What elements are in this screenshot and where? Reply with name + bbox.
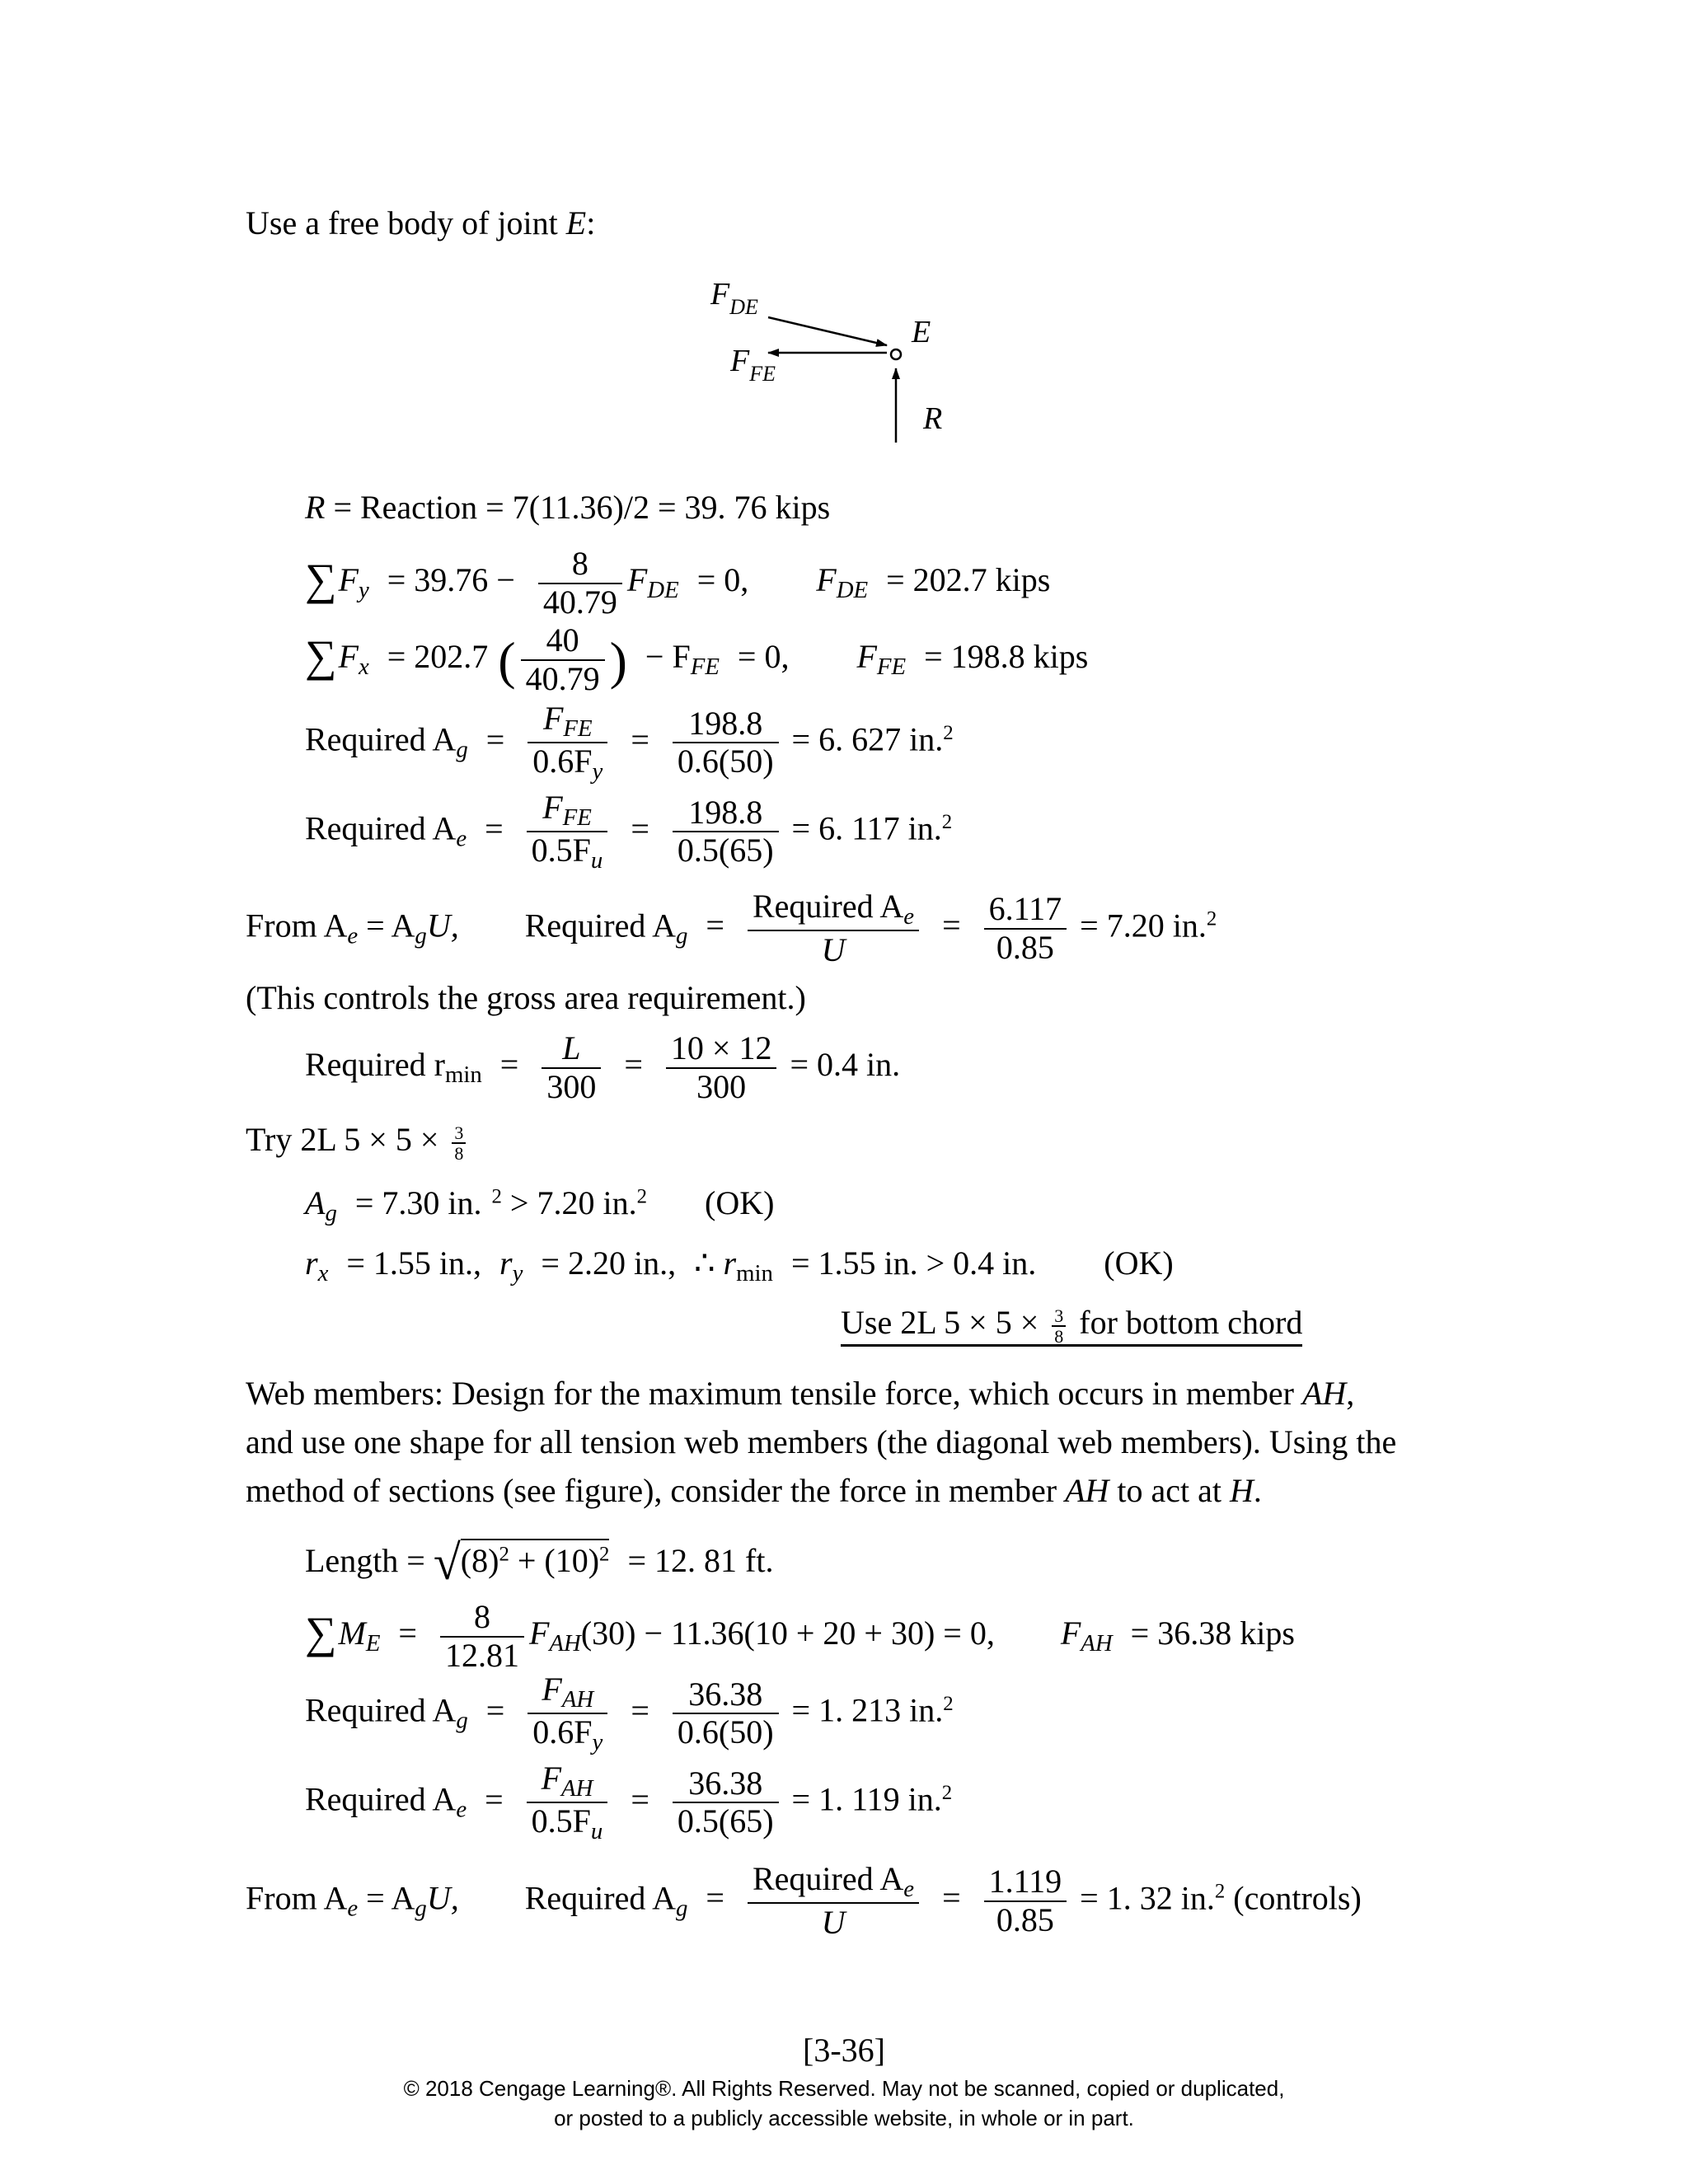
intro-joint: E bbox=[565, 204, 587, 241]
bottom-chord-conclusion: Use 2L 5 × 5 × $\frac{3}{8}$ for bottom chord bbox=[841, 1304, 1303, 1347]
web-members-paragraph-line1: Web members: Design for the maximum tensile force, which occurs in member AH, bbox=[246, 1375, 1355, 1412]
length-equation: Length = $√(8)^2 + (10)^2 = 12$. 81 ft. bbox=[305, 1535, 774, 1590]
intro-colon: : bbox=[586, 204, 596, 241]
web-required-ag-equation: Required $A_g$ = $\frac{F_{AH}}{0.6F_y}$ = $\frac{36.38}{0.6(50)}$ = 1. 213 in.$^2$ bbox=[305, 1671, 954, 1756]
intro-text: Use a free body of joint bbox=[246, 204, 566, 241]
from-ae-equation: From $A_e = A_gU$, Required $A_g$ = $\frac{Required A_e}{U}$ = $\frac{6.117}{0.85}$ = 7.20 in.$^2$ bbox=[246, 888, 1217, 969]
required-rmin-equation: Required $r_{min}$ = $\frac{L}{300}$ = $\frac{10 \times 12}{300}$ = 0.4 in. bbox=[305, 1029, 901, 1105]
controls-note: (This controls the gross area requirement.) bbox=[246, 979, 806, 1016]
joint-e-node bbox=[891, 349, 901, 359]
sigma-symbol: ∑ bbox=[305, 555, 337, 605]
sum-fy-equation: $\sum F_y = 39.76$ − $\frac{8}{40.79}$ $F_{DE} = 0$, $F_{DE} = 202.7$ kips bbox=[305, 545, 1051, 621]
free-body-diagram bbox=[692, 276, 973, 453]
web-from-ae-equation: From $A_e = A_gU$, Required $A_g$ = $\frac{Required A_e}{U}$ = $\frac{1.119}{0.85}$ = 1. 32 in.$^2$ (controls) bbox=[246, 1860, 1362, 1942]
trial-section: Try 2L 5 × 5 × $\frac{3}{8}$ bbox=[246, 1121, 471, 1163]
web-required-ae-equation: Required $A_e$ = $\frac{F_{AH}}{0.5F_u}$ = $\frac{36.38}{0.5(65)}$ = 1. 119 in.$^2$ bbox=[305, 1760, 953, 1845]
web-members-paragraph-line2: and use one shape for all tension web members (the diagonal web members). Using the bbox=[246, 1423, 1397, 1460]
reaction-equation: R = Reaction = 7(11.36)/2 = 39. 76 kips bbox=[305, 489, 831, 526]
radius-check: $r_x = 1.55$ in., $r_y = 2.20$ in., ∴ $r_{min} = 1.55$ in. > 0.4 in. (OK) bbox=[305, 1244, 1174, 1287]
sum-me-equation: $\sum M_E$ = $\frac{8}{12.81}$ $F_{AH}(30) - 11.36(10 + 20 + 30) = 0$, $F_{AH} = 36.38$ kips bbox=[305, 1598, 1295, 1674]
copyright-line2: or posted to a publicly accessible website, in whole or in part. bbox=[554, 2106, 1134, 2130]
fde-label: $F_{DE}$ bbox=[710, 277, 758, 319]
required-ae-equation: Required $A_e$ = $\frac{F_{FE}}{0.5F_u}$ = $\frac{198.8}{0.5(65)}$ = 6. 117 in.$^2$ bbox=[305, 789, 953, 874]
ffe-label: $F_{FE}$ bbox=[730, 344, 776, 386]
sum-fx-equation: $\sum F_x = 202.7$ ( $\frac{40}{40.79}$ ) − $F_{FE} = 0$, $F_{FE} = 198.8$ kips bbox=[305, 621, 1089, 697]
fde-arrow bbox=[768, 317, 887, 345]
web-members-paragraph-line3: method of sections (see figure), consider the force in member AH to act at H. bbox=[246, 1472, 1262, 1509]
area-check: $A_g = 7.30$ in. $^2$ > 7.20 in.$^2$ (OK) bbox=[305, 1184, 775, 1227]
page-number: [3-36] bbox=[803, 2032, 885, 2069]
joint-e-label: E bbox=[912, 315, 931, 349]
fraction: $\frac{40}{40.79}$ bbox=[521, 622, 605, 698]
intro-line bbox=[246, 204, 595, 242]
required-ag-equation: Required $A_g$ = $\frac{F_{FE}}{0.6F_y}$ = $\frac{198.8}{0.6(50)}$ = 6. 627 in.$^2$ bbox=[305, 700, 954, 785]
reaction-label: R bbox=[923, 401, 943, 436]
fraction: $\frac{8}{40.79}$ bbox=[538, 546, 622, 621]
copyright-line1: © 2018 Cengage Learning®. All Rights Reserved. May not be scanned, copied or duplicated, bbox=[403, 2076, 1285, 2101]
